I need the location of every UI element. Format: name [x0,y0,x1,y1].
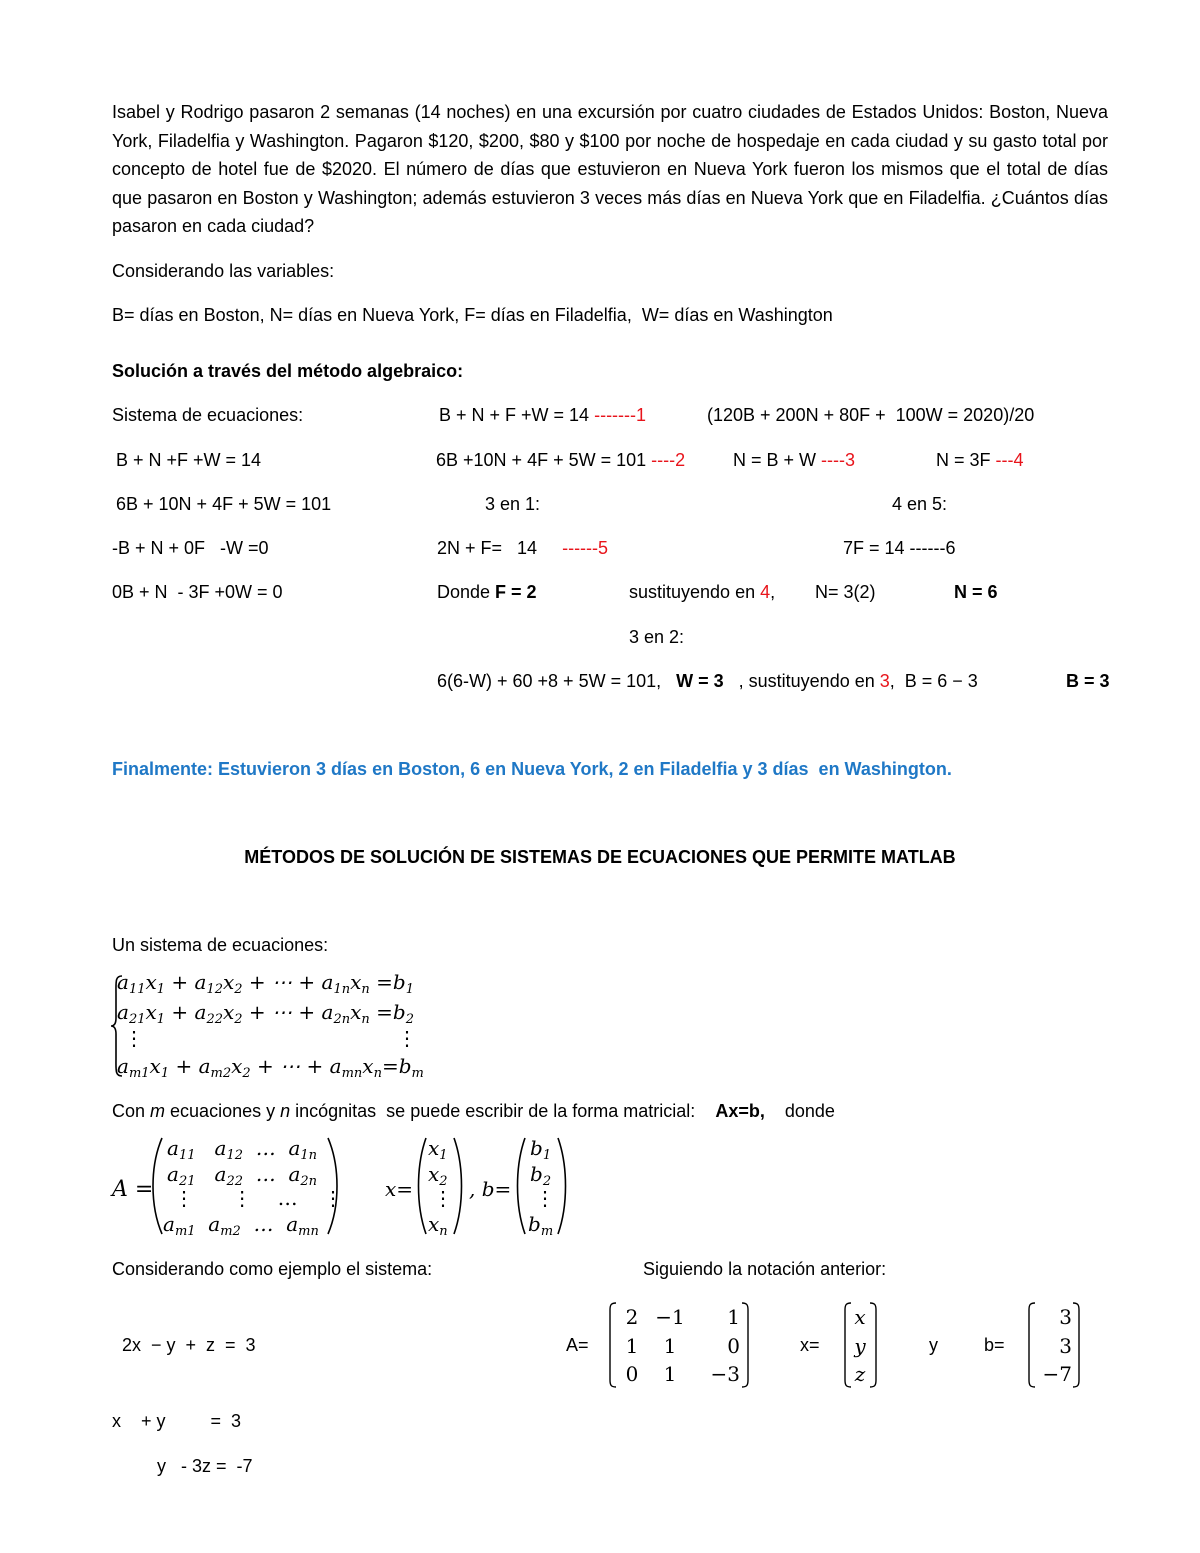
left-equation: -B + N + 0F -W =0 [112,538,269,558]
vector-entry: $b_m$ [528,1212,554,1239]
matrix-cell: 1 [727,1305,740,1329]
left-paren [414,1136,428,1236]
general-equation-row: $a_{21}x_1 + a_{22}x_2$ + ⋯ + $a_{2n}x_n =b_2$ [117,1000,414,1027]
left-paren [513,1136,527,1236]
vector-entry: $x_2$ [428,1162,448,1189]
vector-entry: $x_n$ [428,1212,448,1239]
example-equation: 2x − y + z = 3 [122,1335,256,1355]
system-of-equations-label: Un sistema de ecuaciones: [112,935,329,955]
variables-definition: B= días en Boston, N= días en Nueva York, F= días en Filadelfia, W= días en Washington [112,305,833,325]
vector-entry: x [854,1305,866,1329]
equation-tag: ----2 [651,450,686,470]
substitution-4-in-5: 4 en 5: [892,494,948,514]
notation-label: Siguiendo la notación anterior: [643,1259,887,1279]
equation-1: B + N + F +W = 14 -------1 [439,405,647,425]
vector-x-label: x= [800,1335,820,1355]
vector-entry: y [854,1334,866,1358]
equation-2: 6B +10N + 4F + 5W = 101 ----2 [436,450,686,470]
left-equation: B + N +F +W = 14 [116,450,262,470]
equation-reference: 3 [879,671,890,691]
equation-tag: -------1 [594,405,647,425]
equation-tag: ---4 [995,450,1024,470]
vector-b-label: , b= [469,1177,512,1201]
right-paren [556,1136,570,1236]
n-calculation: N= 3(2) [815,582,876,602]
equation-4: N = 3F ---4 [936,450,1024,470]
matrix-cell: −3 [710,1362,740,1386]
general-equation-row: $a_{m1}x_1 + a_{m2}x_2$ + ⋯ + $a_{mn}x_n=b_m$ [117,1054,424,1081]
equation-reference: 4 [760,582,771,602]
w-equation-line: 6(6-W) + 60 +8 + 5W = 101, W = 3 , sustituyendo en 3, B = 6 − 3 [437,671,978,691]
system-label: Sistema de ecuaciones: [112,405,304,425]
equation-5: 2N + F= 14 ------5 [437,538,609,558]
final-answer: Finalmente: Estuvieron 3 días en Boston, 6 en Nueva York, 2 en Filadelfia y 3 días en Washington. [112,759,952,779]
left-equation: 6B + 10N + 4F + 5W = 101 [116,494,332,514]
substitution-3-in-1: 3 en 1: [485,494,541,514]
matrix-row: $a_{11}$ $a_{12}$ … $a_{1n}$ [167,1136,318,1163]
vector-entry: z [854,1362,866,1386]
vector-entry: 3 [1059,1305,1072,1329]
solution-heading: Solución a través del método algebraico: [112,361,464,381]
vertical-dots: ⋮ [397,1026,417,1050]
vertical-dots: ⋮ [124,1026,144,1050]
matrix-a-label: A= [566,1335,589,1355]
vector-entry: $x_1$ [428,1136,448,1163]
matrix-cell: 1 [625,1334,639,1358]
equation-tag: ----3 [821,450,856,470]
matrix-cell: −1 [655,1305,685,1329]
equation-tag: ------5 [562,538,609,558]
example-label: Considerando como ejemplo el sistema: [112,1259,433,1279]
general-equation-row: $a_{11}x_1 + a_{12}x_2$ + ⋯ + $a_{1n}x_n =b_1$ [117,970,414,997]
substitution-in-4: sustituyendo en 4, [629,582,776,602]
vector-b-label: b= [984,1335,1005,1355]
matrix-cell: 0 [625,1362,639,1386]
conjunction-y: y [929,1335,938,1355]
left-equation: 0B + N - 3F +0W = 0 [112,582,283,602]
matrix-row: $a_{m1}$ $a_{m2}$ … $a_{mn}$ [163,1212,319,1239]
right-bracket [868,1302,878,1388]
matrix-row: ⋮ ⋮ … ⋮ [174,1186,344,1210]
vector-entry: ⋮ [535,1186,555,1210]
scaled-equation: (120B + 200N + 80F + 100W = 2020)/20 [707,405,1035,425]
example-equation: x + y = 3 [112,1411,242,1431]
right-paren [452,1136,466,1236]
b-result: B = 3 [1066,671,1110,691]
right-bracket [740,1302,750,1388]
section-title: MÉTODOS DE SOLUCIÓN DE SISTEMAS DE ECUACIONES QUE PERMITE MATLAB [244,847,956,867]
vector-entry: −7 [1042,1362,1072,1386]
problem-text: Isabel y Rodrigo pasaron 2 semanas (14 noches) en una excursión por cuatro ciudades de Estados Unidos: Boston, Nueva York, Filadelfia y Washington. Pagaron $120, $200, $80 y $100 por noche de hospedaje en cada ciudad y su gasto total por concepto de hotel fue de $2020. El número de días que estuvieron en Nueva York fueron los mismos que el total de días que pasaron en Boston y Washington; además estuvieron 3 veces más días en Nueva York que en Filadelfia. ¿Cuántos días pasaron en cada ciudad? [112,102,1108,236]
left-paren [148,1136,164,1236]
matrix-cell: 0 [727,1334,740,1358]
w-result: W = 3 [676,671,724,691]
right-paren [326,1136,342,1236]
equation-6: 7F = 14 ------6 [843,538,956,558]
matrix-cell: 1 [663,1334,677,1358]
matrix-a-label: A = [112,1177,154,1202]
vector-entry: $b_1$ [530,1136,552,1163]
variables-intro: Considerando las variables: [112,261,335,281]
matrix-cell: 1 [663,1362,677,1386]
vector-entry: $b_2$ [530,1162,552,1189]
matrix-form-description: Con m ecuaciones y n incógnitas se puede escribir de la forma matricial: Ax=b, donde [112,1101,835,1121]
f-result-line: Donde F = 2 [437,582,537,602]
vector-entry: ⋮ [433,1186,453,1210]
equation-3: N = B + W ----3 [733,450,856,470]
matrix-cell: 2 [625,1305,639,1329]
n-result: N = 6 [954,582,998,602]
f-result: F = 2 [495,582,537,602]
matrix-row: $a_{21}$ $a_{22}$ … $a_{2n}$ [167,1162,318,1189]
ax-equals-b: Ax=b, [715,1101,765,1121]
vector-x-label: x= [385,1177,414,1201]
substitution-3-in-2: 3 en 2: [629,627,685,647]
right-bracket [1071,1302,1081,1388]
example-equation: y - 3z = -7 [157,1456,253,1476]
left-bracket [608,1302,618,1388]
vector-entry: 3 [1059,1334,1072,1358]
